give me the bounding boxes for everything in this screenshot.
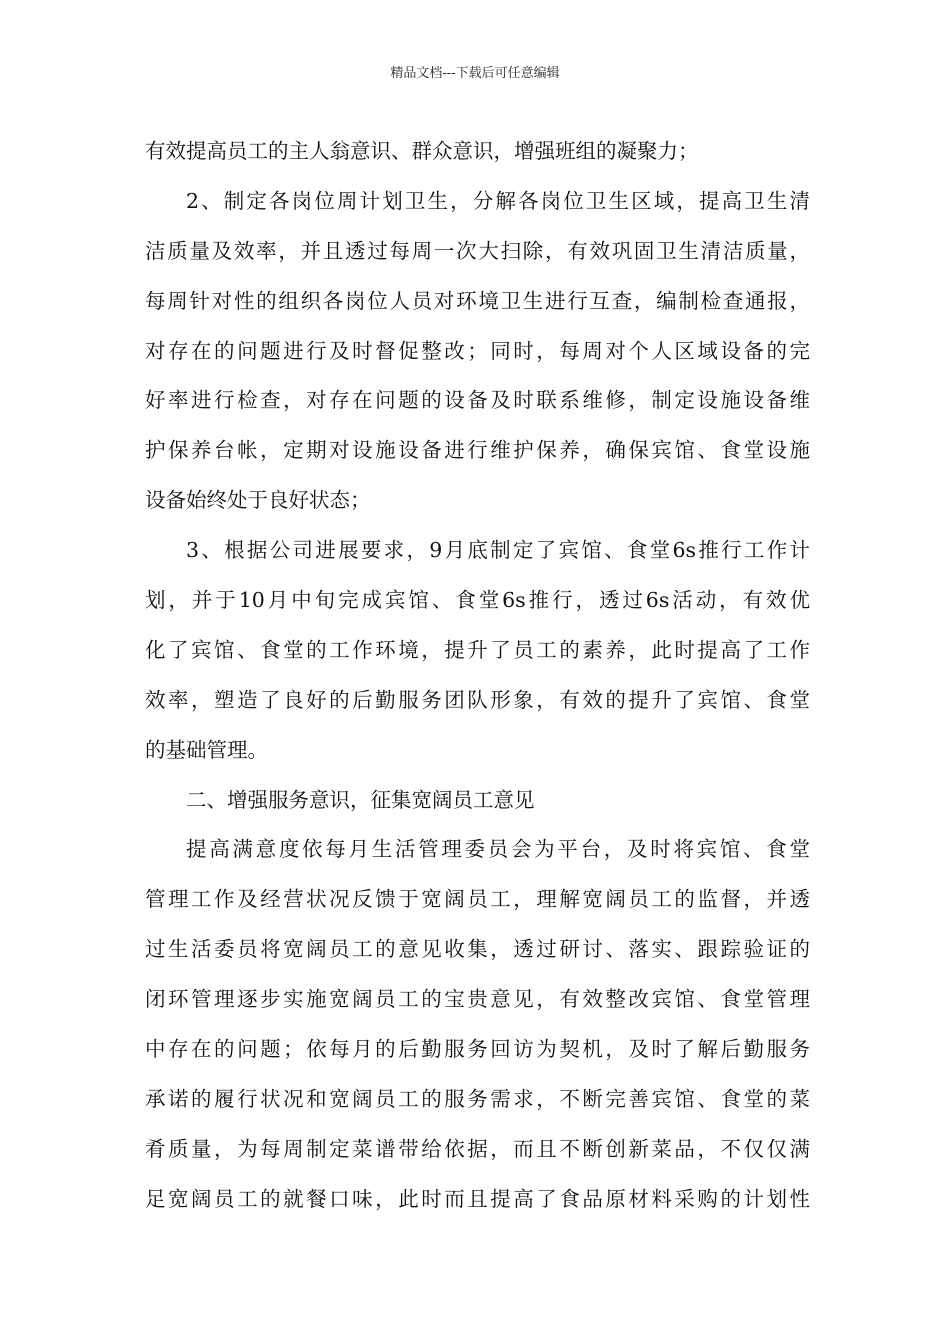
body-text <box>145 127 810 1225</box>
page-header: 精品文档---下载后可任意编辑 <box>390 66 560 81</box>
text-line: 对存在的问题进行及时督促整改；同时，每周对个人区域设备的完 <box>145 338 810 363</box>
text-line: 过生活委员将宽阔员工的意见收集，透过研讨、落实、跟踪验证的 <box>145 937 810 962</box>
text-line: 洁质量及效率，并且透过每周一次大扫除，有效巩固卫生清洁质量， <box>145 238 810 263</box>
text-line: 划，并于10月中旬完成宾馆、食堂6s推行，透过6s活动，有效优 <box>145 588 810 613</box>
text-line: 3、根据公司进展要求，9月底制定了宾馆、食堂6s推行工作计 <box>186 538 810 563</box>
text-line: 提高满意度依每月生活管理委员会为平台，及时将宾馆、食堂 <box>186 837 810 862</box>
text-line: 管理工作及经营状况反馈于宽阔员工，理解宽阔员工的监督，并透 <box>145 887 810 912</box>
text-line: 2、制定各岗位周计划卫生，分解各岗位卫生区域，提高卫生清 <box>186 188 810 213</box>
text-line: 承诺的履行状况和宽阔员工的服务需求，不断完善宾馆、食堂的菜 <box>145 1086 810 1111</box>
text-line: 足宽阔员工的就餐口味，此时而且提高了食品原材料采购的计划性 <box>145 1186 810 1211</box>
text-line: 肴质量，为每周制定菜谱带给依据，而且不断创新菜品，不仅仅满 <box>145 1136 810 1161</box>
text-line: 护保养台帐，定期对设施设备进行维护保养，确保宾馆、食堂设施 <box>145 438 810 463</box>
text-line: 二、增强服务意识，征集宽阔员工意见 <box>186 787 535 812</box>
text-line: 的基础管理。 <box>145 737 268 762</box>
text-line: 每周针对性的组织各岗位人员对环境卫生进行互查，编制检查通报， <box>145 288 810 313</box>
text-line: 闭环管理逐步实施宽阔员工的宝贵意见，有效整改宾馆、食堂管理 <box>145 987 810 1012</box>
text-line: 化了宾馆、食堂的工作环境，提升了员工的素养，此时提高了工作 <box>145 637 810 662</box>
text-line: 设备始终处于良好状态； <box>145 488 371 513</box>
text-line: 中存在的问题；依每月的后勤服务回访为契机，及时了解后勤服务 <box>145 1037 810 1062</box>
text-line: 效率，塑造了良好的后勤服务团队形象，有效的提升了宾馆、食堂 <box>145 687 810 712</box>
text-line: 有效提高员工的主人翁意识、群众意识，增强班组的凝聚力； <box>145 139 699 163</box>
text-line: 好率进行检查，对存在问题的设备及时联系维修，制定设施设备维 <box>145 388 810 413</box>
